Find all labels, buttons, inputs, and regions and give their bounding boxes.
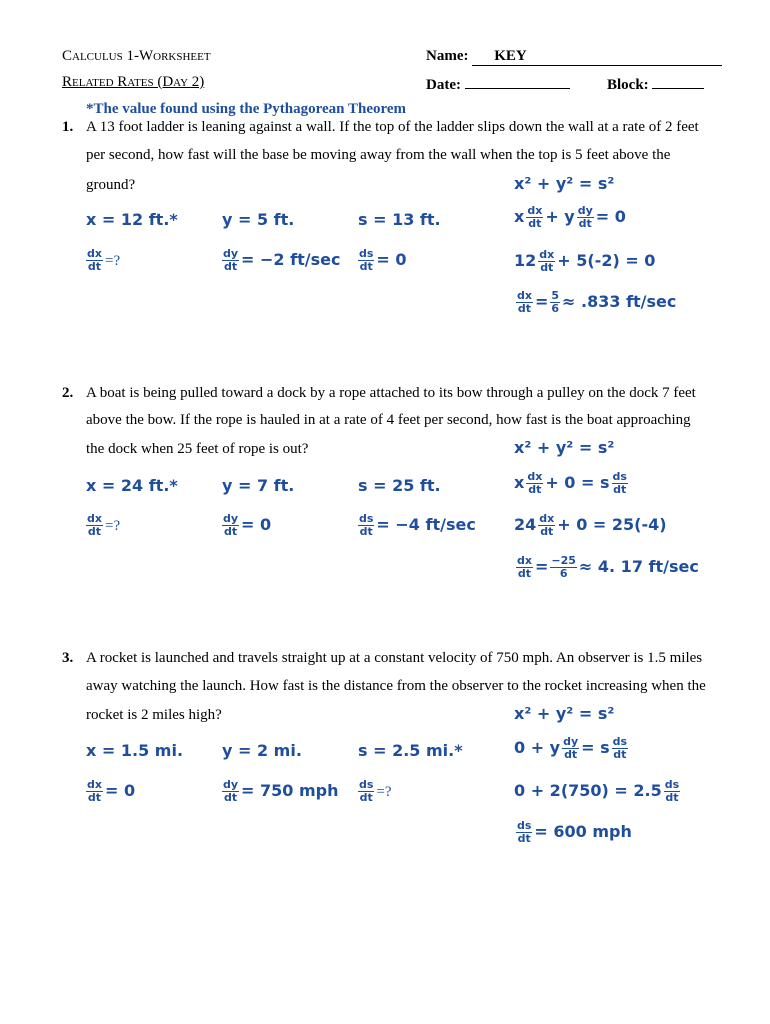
pythagorean-equation: x² + y² = s² [514,704,615,723]
substituted-equation: 12 $\frac{dx}{dt}$ + 5(-2) = 0 [514,248,656,274]
dsdt-value: $\frac{ds}{dt}$ = 0 [359,247,407,273]
result-equation: $\frac{dx}{dt}$ = $\frac{5}{6}$ ≈ .833 ft/sec [517,289,677,315]
name-field [426,48,722,66]
substituted-equation: 24 $\frac{dx}{dt}$ + 0 = 25(-4) [514,512,667,538]
worksheet-title: Calculus 1-Worksheet [62,48,211,64]
block-field [607,74,704,94]
date-field [426,74,570,94]
dxdt-value: $\frac{dx}{dt}$ =? [87,512,121,538]
problem-text-line: the dock when 25 feet of rope is out? [86,441,309,457]
date-blank [465,74,570,89]
s-value: s = 13 ft. [358,210,441,229]
substituted-equation: 0 + 2(750) = 2.5 $\frac{ds}{dt}$ [514,778,680,804]
problem-text-line: A 13 foot ladder is leaning against a wall. If the top of the ladder slips down the wall at a rate of 2 feet [86,119,699,135]
x-value: x = 1.5 mi. [86,741,184,760]
y-value: y = 2 mi. [222,741,302,760]
dydt-value: $\frac{dy}{dt}$ = 750 mph [223,778,339,804]
worksheet-subtitle: Related Rates (Day 2) [62,74,205,90]
problem-text-line: A boat is being pulled toward a dock by a rope attached to its bow through a pulley on the dock 7 feet [86,385,696,401]
dsdt-value: $\frac{ds}{dt}$ =? [359,778,392,804]
problem-text-line: rocket is 2 miles high? [86,707,222,723]
dsdt-value: $\frac{ds}{dt}$ = −4 ft/sec [359,512,476,538]
name-value: KEY [472,48,722,66]
derivative-equation: x $\frac{dx}{dt}$ + y $\frac{dy}{dt}$ = 0 [514,204,626,230]
s-value: s = 2.5 mi.* [358,741,463,760]
derivative-equation: x $\frac{dx}{dt}$ + 0 = s $\frac{ds}{dt}$ [514,470,627,496]
result-equation: $\frac{ds}{dt}$ = 600 mph [517,819,632,845]
problem-number: 2. [62,385,74,401]
problem-number: 1. [62,119,74,135]
date-label: Date: [426,77,461,93]
y-value: y = 7 ft. [222,476,295,495]
dydt-value: $\frac{dy}{dt}$ = 0 [223,512,272,538]
pythagorean-equation: x² + y² = s² [514,174,615,193]
problem-number: 3. [62,650,74,666]
dxdt-value: $\frac{dx}{dt}$ =? [87,247,121,273]
problem-text-line: A rocket is launched and travels straight up at a constant velocity of 750 mph. An observer is 1.5 miles [86,650,703,666]
x-value: x = 12 ft.* [86,210,178,229]
derivative-equation: 0 + y $\frac{dy}{dt}$ = s $\frac{ds}{dt}$ [514,735,628,761]
problem-text-line: per second, how fast will the base be moving away from the wall when the top is 5 feet above the [86,147,671,163]
block-blank [652,74,704,89]
s-value: s = 25 ft. [358,476,441,495]
pythagorean-equation: x² + y² = s² [514,438,615,457]
problem-text-line: ground? [86,177,136,193]
result-equation: $\frac{dx}{dt}$ = $\frac{-25}{6}$ ≈ 4. 17 ft/sec [517,554,699,580]
problem-text-line: above the bow. If the rope is hauled in at a rate of 4 feet per second, how fast is the boat approaching [86,412,691,428]
problem-text-line: away watching the launch. How fast is the distance from the observer to the rocket increasing when the [86,678,706,694]
x-value: x = 24 ft.* [86,476,178,495]
block-label: Block: [607,77,649,93]
dxdt-value: $\frac{dx}{dt}$ = 0 [87,778,136,804]
dydt-value: $\frac{dy}{dt}$ = −2 ft/sec [223,247,341,273]
y-value: y = 5 ft. [222,210,295,229]
name-label: Name: [426,48,469,64]
pythagorean-note: *The value found using the Pythagorean Theorem [86,101,407,117]
